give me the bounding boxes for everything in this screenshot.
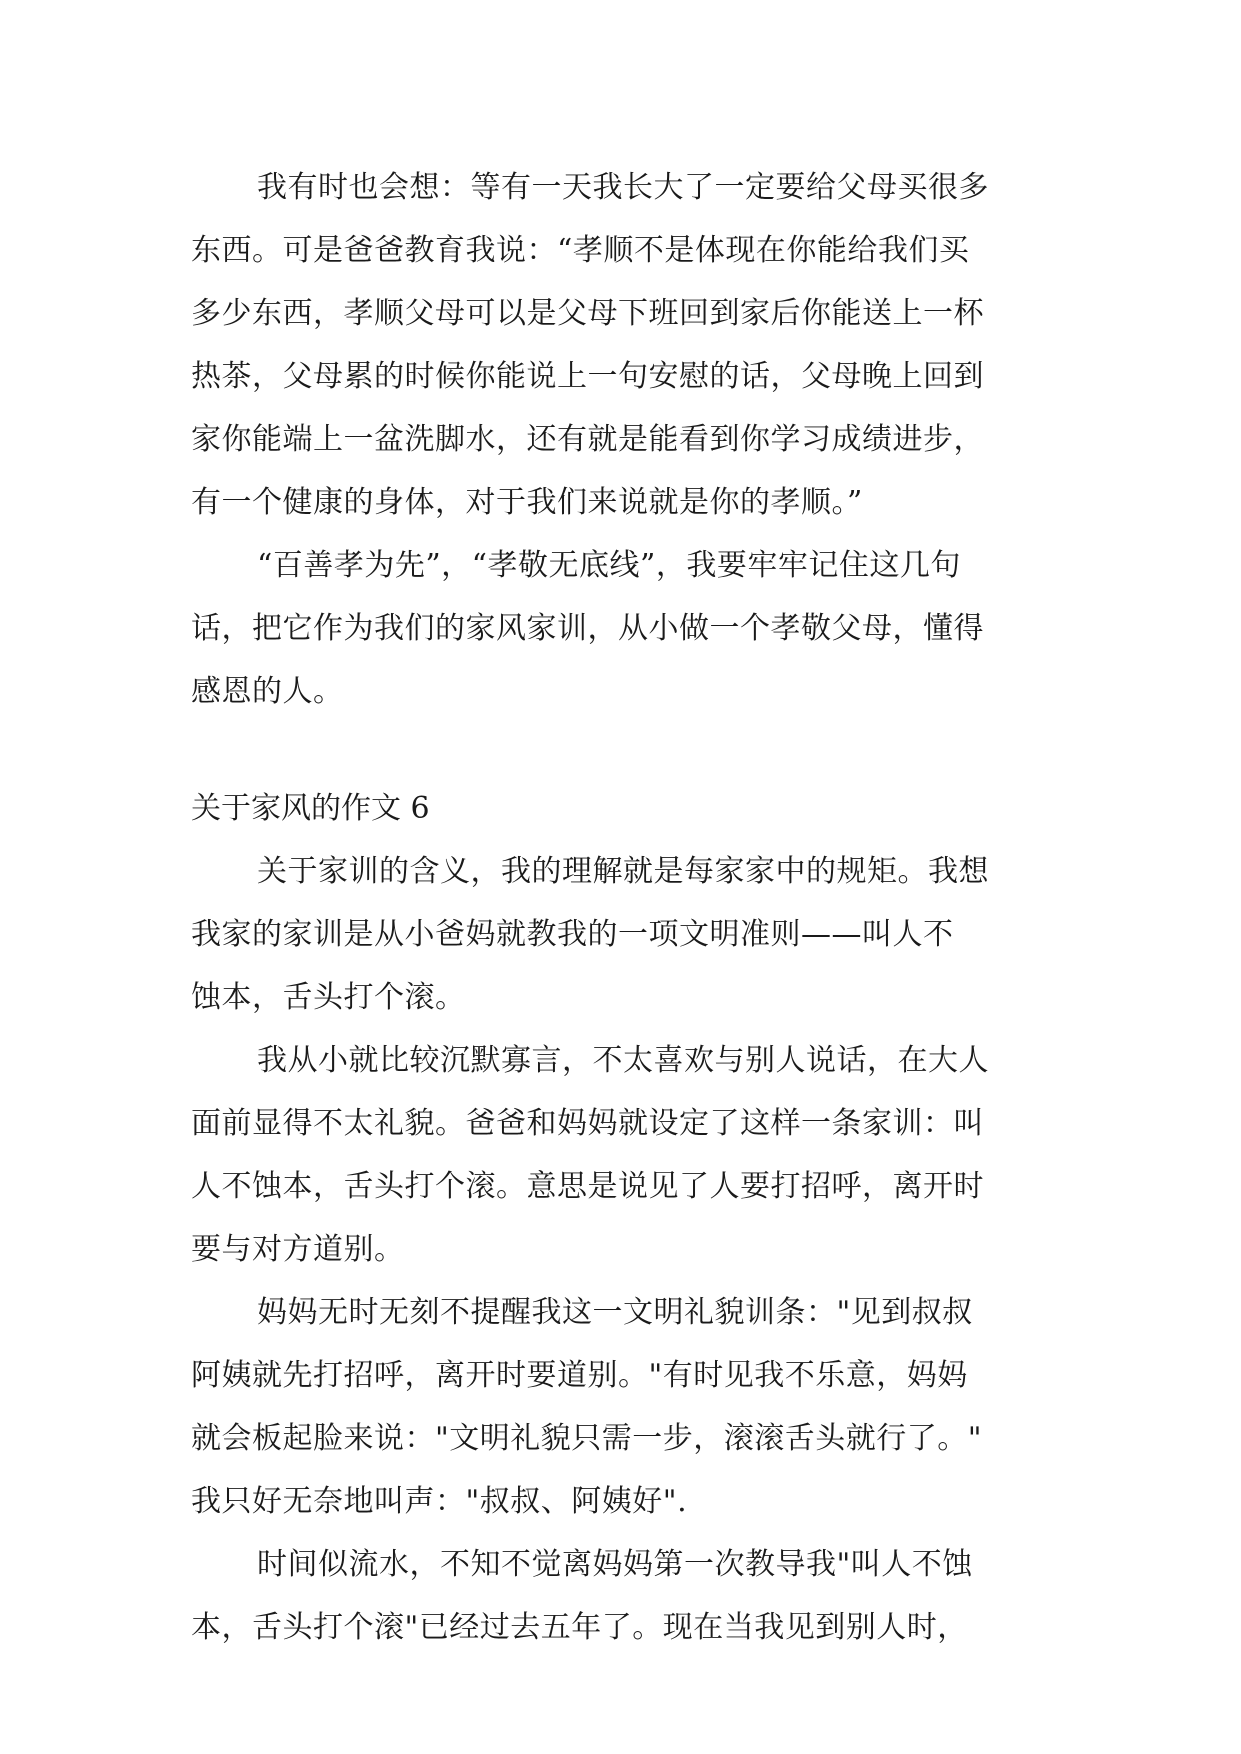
paragraph bbox=[191, 1029, 1071, 1281]
text-line: 热茶，父母累的时候你能说上一句安慰的话，父母晚上回到 bbox=[191, 359, 984, 394]
text-line: 我有时也会想：等有一天我长大了一定要给父母买很多 bbox=[257, 170, 989, 205]
document-page bbox=[191, 156, 1071, 1659]
text-line: 我只好无奈地叫声："叔叔、阿姨好". bbox=[191, 1484, 688, 1519]
text-line: 话，把它作为我们的家风家训，从小做一个孝敬父母，懂得 bbox=[191, 611, 984, 646]
text-line: 有一个健康的身体，对于我们来说就是你的孝顺。” bbox=[191, 485, 863, 520]
paragraph bbox=[191, 156, 1071, 534]
paragraph bbox=[191, 1533, 1071, 1659]
section-title: 关于家风的作文 6 bbox=[191, 791, 430, 826]
text-line: “百善孝为先”，“孝敬无底线”，我要牢牢记住这几句 bbox=[257, 548, 961, 583]
text-line: 本，舌头打个滚"已经过去五年了。现在当我见到别人时， bbox=[191, 1610, 968, 1645]
text-line: 就会板起脸来说："文明礼貌只需一步，滚滚舌头就行了。" bbox=[191, 1421, 983, 1456]
text-line: 家你能端上一盆洗脚水，还有就是能看到你学习成绩进步， bbox=[191, 422, 984, 457]
text-line: 感恩的人。 bbox=[191, 674, 344, 709]
text-line: 我家的家训是从小爸妈就教我的一项文明准则——叫人不 bbox=[191, 917, 954, 952]
text-line: 要与对方道别。 bbox=[191, 1232, 405, 1267]
text-line: 关于家训的含义，我的理解就是每家家中的规矩。我想 bbox=[257, 854, 989, 889]
text-line: 妈妈无时无刻不提醒我这一文明礼貌训条："见到叔叔 bbox=[257, 1295, 973, 1330]
section-spacer bbox=[191, 723, 1071, 777]
paragraph bbox=[191, 1281, 1071, 1533]
text-line: 时间似流水，不知不觉离妈妈第一次教导我"叫人不蚀 bbox=[257, 1547, 973, 1582]
text-line: 我从小就比较沉默寡言，不太喜欢与别人说话，在大人 bbox=[257, 1043, 989, 1078]
text-line: 多少东西，孝顺父母可以是父母下班回到家后你能送上一杯 bbox=[191, 296, 984, 331]
text-line: 面前显得不太礼貌。爸爸和妈妈就设定了这样一条家训：叫 bbox=[191, 1106, 984, 1141]
paragraph bbox=[191, 840, 1071, 1029]
text-line: 阿姨就先打招呼，离开时要道别。"有时见我不乐意，妈妈 bbox=[191, 1358, 968, 1393]
paragraph bbox=[191, 534, 1071, 723]
text-line: 蚀本，舌头打个滚。 bbox=[191, 980, 466, 1015]
text-line: 东西。可是爸爸教育我说：“孝顺不是体现在你能给我们买 bbox=[191, 233, 970, 268]
text-line: 人不蚀本，舌头打个滚。意思是说见了人要打招呼，离开时 bbox=[191, 1169, 984, 1204]
